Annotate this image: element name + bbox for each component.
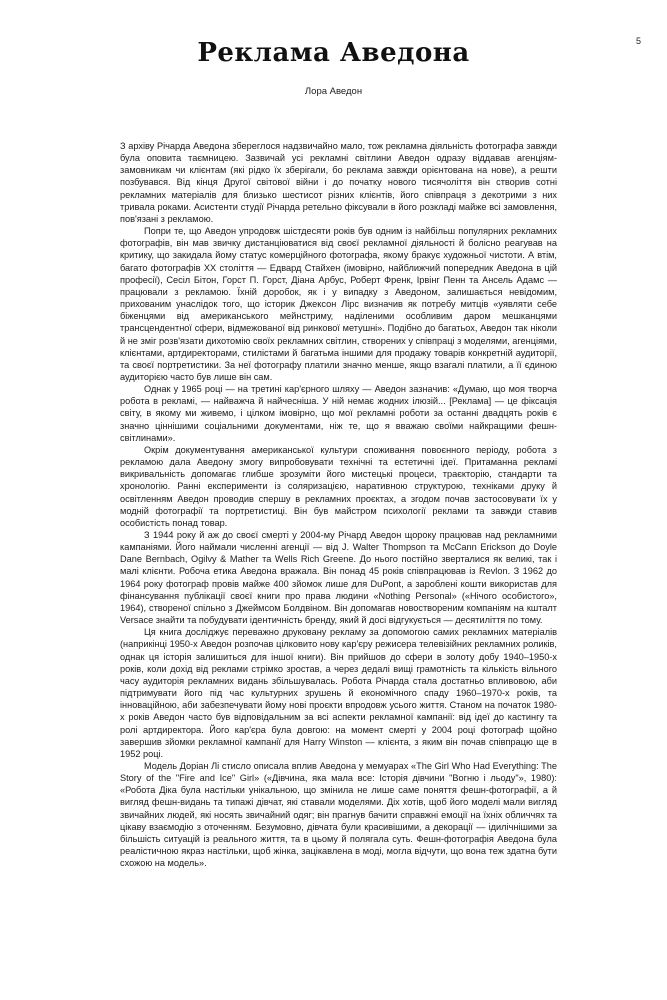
paragraph-1: З архіву Річарда Аведона збереглося надзвичайно мало, тож рекламна діяльність фотографа завжди була оповита таємницею. Зазвичай усі рекламні світлини Аведон одразу віддавав агенціям-замовникам чи клієнтам (які рідко їх зберігали, бо реклама завжди орієнтована на нове), а решти позбувався. Від кінця Другої світової війни і до початку нового тисячоліття він створив сотні рекламних матеріалів для близько шестисот різних клієнтів, його співпраця з декотрими з них тривала роками. Асистенти студії Річарда ретельно фіксували в його розкладі майже всі замовлення, пов'язані з рекламою. bbox=[120, 141, 557, 224]
paragraph-4: Окрім документування американської культури споживання повоєнного періоду, робота з рекламою дала Аведону змогу випробовувати технічні та естетичні ідеї. Притаманна рекламі викривальність допомагає глибше зрозуміти його мистецькі процеси, траєкторію, стандарти та хронологію. Ранні експерименти із соляризацією, наративною структурою, техніками друку й освітленням Аведон проводив спершу в рекламних проєктах, а згодом почав застосовувати їх у модній фотографії та портретистиці. Він був майстром психології реклами та завжди ставив особистість понад товар. bbox=[120, 444, 557, 528]
page-number: 5 bbox=[635, 36, 641, 46]
paragraph-7: Модель Доріан Лі стисло описала вплив Аведона у мемуарах «The Girl Who Had Everything: The Story of the "Fire and Ice" Girl» («Дівчина, яка мала все: Історія дівчини "Вогню і льоду"», 1980): «Робота Діка була настільки унікальною, що змінила не лише саме поняття фешн-фотографії, а й вигляд фешн-видань та типажі дівчат, які ставали моделями. Діх хотів, щоб його моделі мали вигляд звичайних людей, які носять звичайний одяг; він прагнув бачити справжні емоції на їхніх обличчях та цікаву взаємодію з оточенням. Безумовно, дівчата були красивішими, а декорації — ідилічнішими за більшість ситуацій із реального життя, та в цьому й полягала суть. Фешн-фотографія Аведона була реалістичною якраз настільки, щоб жінка, зацікавлена в моді, могла відчути, що вона теж здатна бути схожою на модель». bbox=[120, 760, 557, 869]
paragraph-6: Ця книга досліджує переважно друковану рекламу за допомогою самих рекламних матеріалів (наприкінці 1950-х Аведон розпочав цілковито нову кар'єру режисера телевізійних рекламних роликів, однак ця історія залишиться для іншої книги). Він прийшов до сфери в золоту добу 1940–1950-х років, коли дохід від реклами стрімко зростав, а через дедалі вищі грамотність та кількість вільного часу аудиторія рекламних видань збільшувалась. Робота Річарда стала достатньо впливовою, аби підтримувати його під час культурних зрушень й економічного спаду 1960–1970-х років, та інноваційною, аби забезпечувати йому нові проєкти впродовж усього життя. Станом на початок 1980-х років Аведон часто був відповідальним за всі аспекти рекламної кампанії: від ідеї до кастингу та ролі артдиректора. Його кар'єра була довгою: на момент смерті у 2004 році фотограф щойно завершив зйомки рекламної кампанії для Harry Winston — клієнта, з яким він почав співпрацю ще в 1952 році. bbox=[120, 627, 557, 759]
author-name: Лора Аведон bbox=[304, 86, 363, 97]
chapter-title: Реклама Аведона bbox=[197, 38, 470, 68]
paragraph-2: Попри те, що Аведон упродовж шістдесяти років був одним із найбільш популярних рекламних фотографів, він мав звичку дистанціюватися від своєї рекламної діяльності й болісно реагував на критику, що закидала йому статус комерційного фотографа, якому бракує художньої чистоти. А втім, багато фотографів ХХ століття — Едвард Стайхен (імовірно, найближчий попередник Аведона в цій професії), Сесіл Бітон, Горст П. Горст, Діана Арбус, Роберт Френк, Ірвінг Пенн та Ансель Адамс — працювали з рекламою. Їхній доробок, як і у випадку з Аведоном, залишається невідомим, прихованим унаслідок того, що історик Джексон Лірс визначив як потребу митців «уявляти себе біженцями від американського мейнстриму, наділеними особливим даром мешканцями трансцендентної сфери, відмежованої від ринкової метушні». Подібно до багатьох, Аведон так ніколи й не зміг розв'язати дихотомію своїх рекламних світлин, створених у співпраці з моделями, агенціями, клієнтами, артдиректорами, стилістами й багатьма іншими для продажу товарів конкретній аудиторії, та своєї портретистики. За неї фотографу платили значно менше, якщо взагалі платили, а її єдиною аудиторією часто був лише він сам. bbox=[120, 226, 557, 382]
article-body bbox=[120, 140, 557, 869]
paragraph-3: Однак у 1965 році — на третині кар'єрного шляху — Аведон зазначив: «Думаю, що моя творча робота в рекламі, — найважча й найчесніша. У ній немає жодних ілюзій... [Реклама] — це фіксація світу, в якому ми живемо, і цілком імовірно, що мої рекламні роботи за останні двадцять років є значно ціннішими соціальними документами, ніж те, що я вважаю своїми найкращими фешн-світлинами». bbox=[120, 384, 557, 443]
paragraph-5: З 1944 року й аж до своєї смерті у 2004-му Річард Аведон щороку працював над рекламними кампаніями. Його наймали численні агенції — від J. Walter Thompson та McCann Erickson до Doyle Dane Bernbach, Ogilvy & Mather та Wells Rich Greene. До нього постійно зверталися як великі, так і малі клієнти. Робоча етика Аведона вражала. Він понад 45 років співпрацював із Revlon. З 1962 до 1964 року фотограф провів майже 400 зйомок лише для DuPont, а зароблені кошти використав для фінансування публікації своєї книги про права людини «Nothing Personal» («Нічого особистого», 1964), створеної спільно з Джеймсом Болдвіном. Він допомагав новоствореним компаніям на кшталт Versace знайти та побудувати ідентичність бренду, який й досі відгукується — десятиліття по тому. bbox=[120, 530, 557, 626]
